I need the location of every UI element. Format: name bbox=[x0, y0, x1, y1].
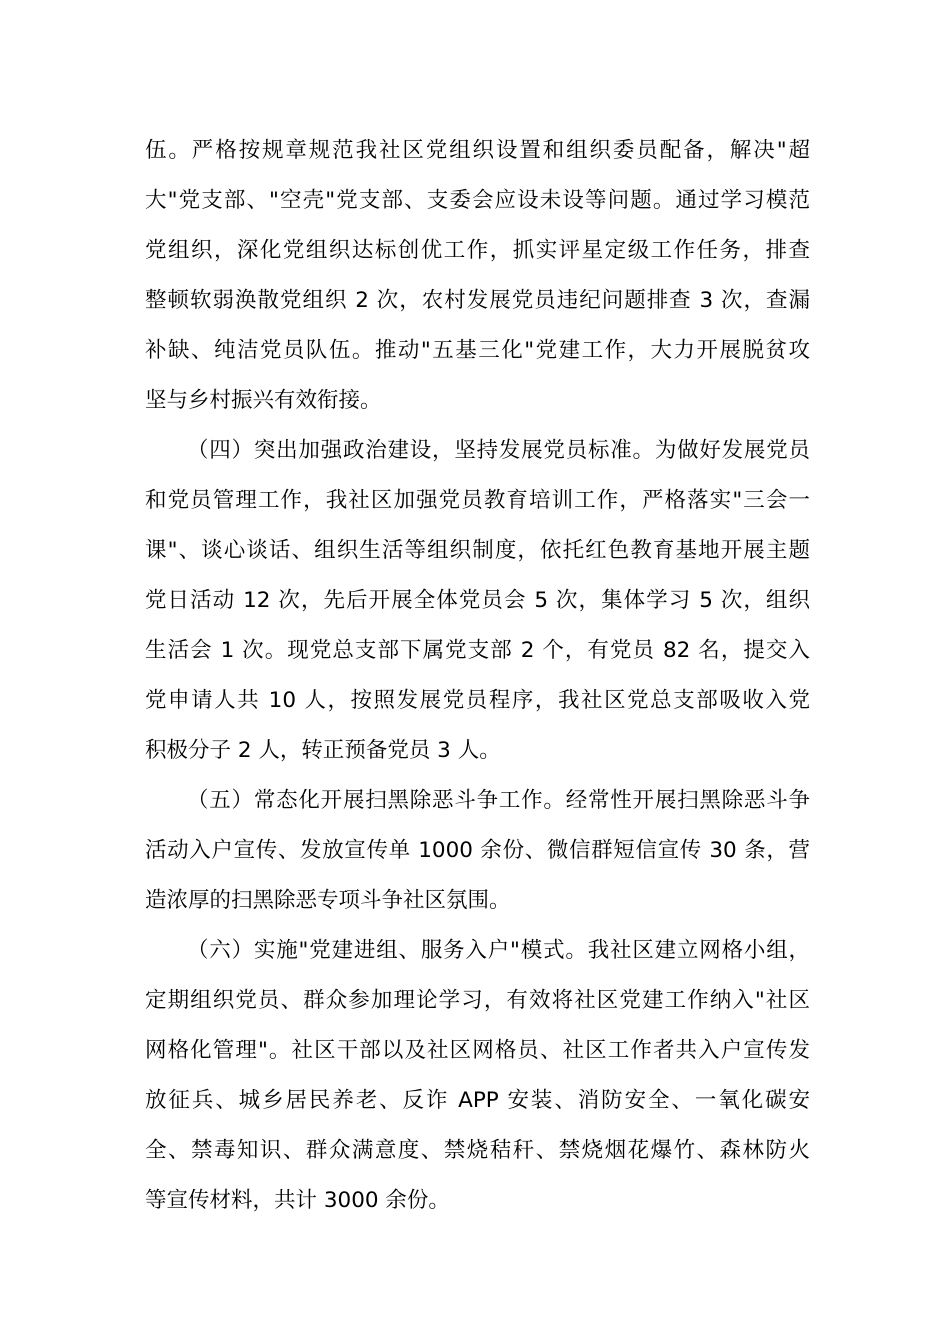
text-line: 党日活动 12 次，先后开展全体党员会 5 次，集体学习 5 次，组织 bbox=[145, 588, 810, 613]
paragraph-section-5 bbox=[145, 776, 810, 926]
text-line: 大"党支部、"空壳"党支部、支委会应设未设等问题。通过学习模范 bbox=[145, 188, 810, 213]
paragraph-section-6 bbox=[145, 926, 810, 1226]
text-line: 生活会 1 次。现党总支部下属党支部 2 个，有党员 82 名，提交入 bbox=[145, 638, 810, 663]
text-line: 全、禁毒知识、群众满意度、禁烧秸秆、禁烧烟花爆竹、森林防火 bbox=[145, 1138, 810, 1163]
text-line: 课"、谈心谈话、组织生活等组织制度，依托红色教育基地开展主题 bbox=[145, 538, 810, 563]
text-line: 整顿软弱涣散党组织 2 次，农村发展党员违纪问题排查 3 次，查漏 bbox=[145, 288, 810, 313]
text-line: 定期组织党员、群众参加理论学习，有效将社区党建工作纳入"社区 bbox=[145, 988, 810, 1013]
text-line: （四）突出加强政治建设，坚持发展党员标准。为做好发展党员 bbox=[187, 438, 810, 463]
text-line: 造浓厚的扫黑除恶专项斗争社区氛围。 bbox=[145, 888, 511, 913]
text-line: 党申请人共 10 人，按照发展党员程序，我社区党总支部吸收入党 bbox=[145, 688, 810, 713]
document-body bbox=[145, 126, 810, 1226]
text-line: 积极分子 2 人，转正预备党员 3 人。 bbox=[145, 738, 501, 763]
text-line: 放征兵、城乡居民养老、反诈 APP 安装、消防安全、一氧化碳安 bbox=[145, 1088, 810, 1113]
paragraph-section-4 bbox=[145, 426, 810, 776]
text-line: 和党员管理工作，我社区加强党员教育培训工作，严格落实"三会一 bbox=[145, 488, 810, 513]
text-line: 网格化管理"。社区干部以及社区网格员、社区工作者共入户宣传发 bbox=[145, 1038, 810, 1063]
text-line: （五）常态化开展扫黑除恶斗争工作。经常性开展扫黑除恶斗争 bbox=[187, 788, 810, 813]
paragraph-1 bbox=[145, 126, 810, 426]
text-line: 党组织，深化党组织达标创优工作，抓实评星定级工作任务，排查 bbox=[145, 238, 810, 263]
text-line: 伍。严格按规章规范我社区党组织设置和组织委员配备，解决"超 bbox=[145, 138, 810, 163]
text-line: 等宣传材料，共计 3000 余份。 bbox=[145, 1188, 450, 1213]
text-line: 补缺、纯洁党员队伍。推动"五基三化"党建工作，大力开展脱贫攻 bbox=[145, 338, 810, 363]
text-line: 活动入户宣传、发放宣传单 1000 余份、微信群短信宣传 30 条，营 bbox=[145, 838, 810, 863]
text-line: 坚与乡村振兴有效衔接。 bbox=[145, 388, 382, 413]
text-line: （六）实施"党建进组、服务入户"模式。我社区建立网格小组， bbox=[187, 938, 810, 963]
